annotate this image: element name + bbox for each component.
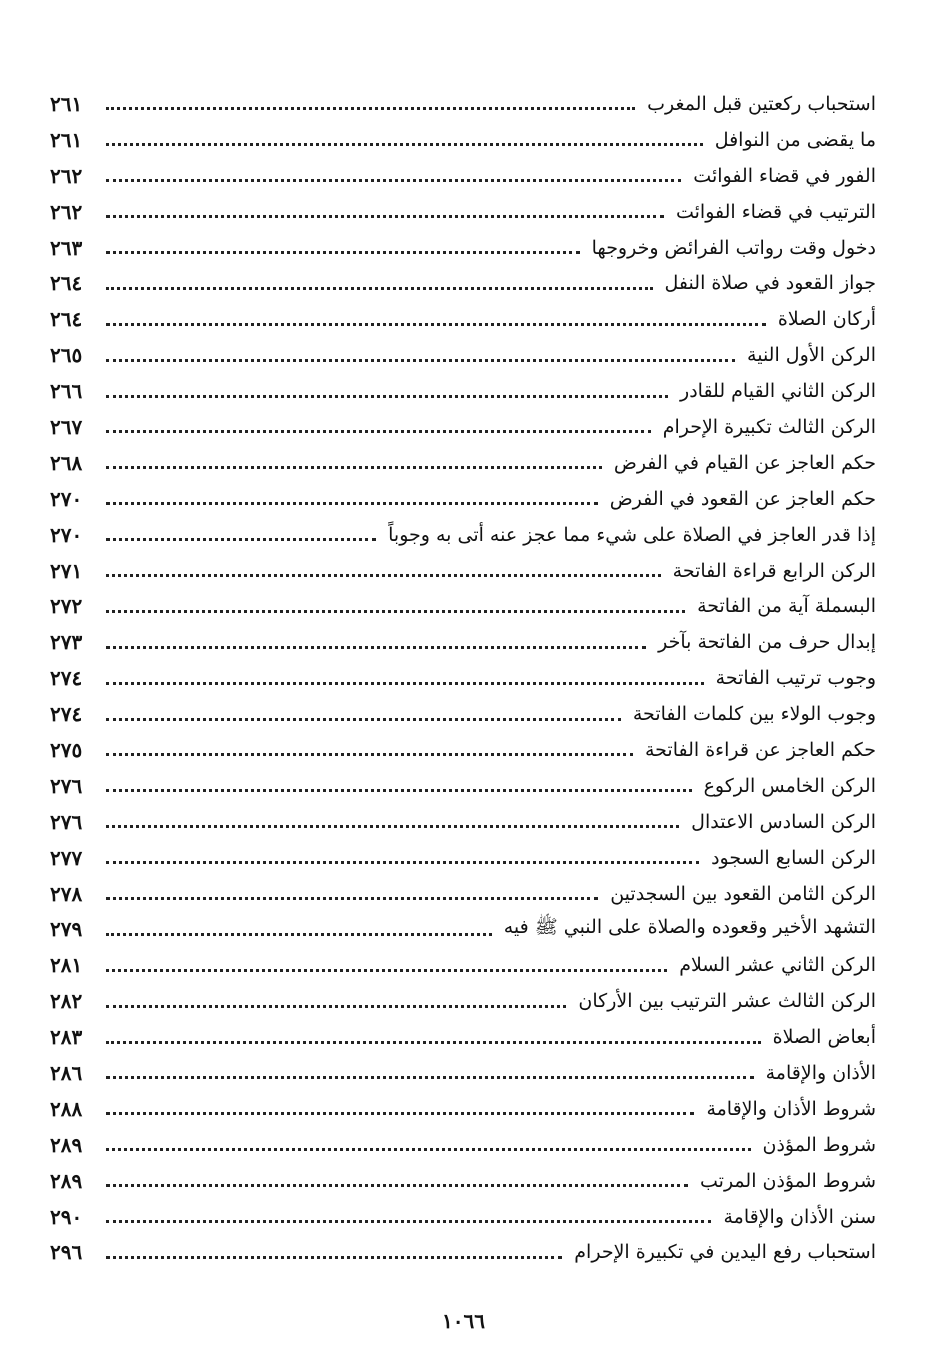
- dot-leader: [106, 574, 661, 577]
- toc-entry-title: حكم العاجز عن قراءة الفاتحة: [644, 738, 876, 761]
- dot-leader: [106, 1220, 711, 1223]
- toc-entry-title: إذا قدر العاجز في الصلاة على شيء مما عجز عنه أتى به وجوباً: [388, 523, 876, 546]
- toc-entry: [50, 86, 876, 122]
- dot-leader: [106, 287, 653, 290]
- toc-entry-title: الركن السادس الاعتدال: [691, 810, 876, 833]
- toc-entry-page: ٢٧٦: [50, 809, 83, 834]
- toc-entry-page: ٢٧٤: [50, 666, 83, 691]
- toc-entry-title: أركان الصلاة: [777, 308, 876, 331]
- toc-entry-title: الترتيب في قضاء الفوائت: [675, 200, 876, 223]
- toc-entry: [50, 660, 876, 696]
- dot-leader: [106, 1005, 566, 1008]
- toc-entry-page: ٢٨٩: [50, 1132, 83, 1157]
- toc-entry-title: الفور في قضاء الفوائت: [693, 164, 876, 187]
- toc-entry: [50, 696, 876, 732]
- toc-entry-page: ٢٦٢: [50, 163, 83, 188]
- toc-entry-page: ٢٧٧: [50, 845, 83, 870]
- toc-entry-page: ٢٦٧: [50, 414, 83, 439]
- toc-entry-page: ٢٧٨: [50, 881, 83, 906]
- toc-entry-title: وجوب الولاء بين كلمات الفاتحة: [632, 703, 876, 726]
- toc-entry-title: إبدال حرف من الفاتحة بآخر: [658, 631, 876, 654]
- dot-leader: [106, 861, 699, 864]
- toc-entry: [50, 1199, 876, 1235]
- toc-entry: [50, 230, 876, 266]
- dot-leader: [106, 897, 598, 900]
- toc-entry-title: حكم العاجز عن القعود في الفرض: [609, 487, 876, 510]
- toc-entry: [50, 1235, 876, 1271]
- toc-entry-page: ٢٨١: [50, 953, 83, 978]
- toc-entry-title: سنن الأذان والإقامة: [723, 1205, 876, 1228]
- toc-entry-title: الركن الأول النية: [747, 344, 876, 367]
- toc-entry: [50, 1127, 876, 1163]
- dot-leader: [106, 718, 621, 721]
- toc-entry-title: استحباب رفع اليدين في تكبيرة الإحرام: [574, 1241, 876, 1264]
- toc-entry-page: ٢٧٢: [50, 594, 83, 619]
- dot-leader: [106, 825, 679, 828]
- toc-entry: [50, 876, 876, 912]
- toc-entry-page: ٢٦٦: [50, 379, 83, 404]
- dot-leader: [106, 251, 580, 254]
- dot-leader: [106, 1148, 751, 1151]
- toc-entry-page: ٢٩٠: [50, 1204, 83, 1229]
- toc-entry-title: شروط الأذان والإقامة: [706, 1097, 876, 1120]
- toc-entry: [50, 1091, 876, 1127]
- toc-entry-page: ٢٧١: [50, 558, 83, 583]
- toc-entry: [50, 373, 876, 409]
- toc-entry-title: الركن السابع السجود: [711, 846, 876, 869]
- toc-entry: [50, 481, 876, 517]
- dot-leader: [106, 502, 598, 505]
- toc-entry: [50, 445, 876, 481]
- toc-entry-title: وجوب ترتيب الفاتحة: [715, 667, 876, 690]
- dot-leader: [106, 933, 492, 936]
- toc-entry: [50, 122, 876, 158]
- dot-leader: [106, 1112, 694, 1115]
- toc-entry: [50, 768, 876, 804]
- toc-entry-page: ٢٨٩: [50, 1168, 83, 1193]
- toc-entry-title: استحباب ركعتين قبل المغرب: [647, 92, 876, 115]
- dot-leader: [106, 466, 602, 469]
- toc-entry-title: الركن الثالث عشر الترتيب بين الأركان: [578, 990, 876, 1013]
- toc-entry-title: الركن الثامن القعود بين السجدتين: [610, 882, 876, 905]
- dot-leader: [106, 1076, 754, 1079]
- toc-entry-page: ٢٨٢: [50, 989, 83, 1014]
- toc-entry-title: أبعاض الصلاة: [772, 1026, 876, 1049]
- toc-entry-title: الركن الرابع قراءة الفاتحة: [672, 559, 876, 582]
- dot-leader: [106, 682, 704, 685]
- dot-leader: [106, 143, 703, 146]
- toc-entry-title: حكم العاجز عن القيام في الفرض: [613, 451, 876, 474]
- toc-entry: [50, 732, 876, 768]
- toc-entry-page: ٢٦١: [50, 91, 83, 116]
- toc-entry-title: الأذان والإقامة: [765, 1061, 876, 1084]
- toc-entry-title: شروط المؤذن: [762, 1133, 876, 1156]
- toc-entry: [50, 265, 876, 301]
- dot-leader: [106, 359, 735, 362]
- toc-entry-title: جواز القعود في صلاة النفل: [664, 272, 876, 295]
- toc-entry-page: ٢٧٦: [50, 773, 83, 798]
- toc-entry-title: شروط المؤذن المرتب: [700, 1169, 876, 1192]
- toc-entry-title: الركن الخامس الركوع: [703, 774, 876, 797]
- dot-leader: [106, 323, 766, 326]
- dot-leader: [106, 1184, 688, 1187]
- toc-entry-title: التشهد الأخير وقعوده والصلاة على النبي ﷺ فيه: [503, 916, 876, 939]
- dot-leader: [106, 1256, 562, 1259]
- toc-entry: [50, 588, 876, 624]
- toc-entry-title: البسملة آية من الفاتحة: [697, 595, 876, 618]
- toc-entry-page: ٢٨٨: [50, 1096, 83, 1121]
- toc-entry: [50, 840, 876, 876]
- toc-entry: [50, 1019, 876, 1055]
- toc-entry: [50, 409, 876, 445]
- toc-entry: [50, 1055, 876, 1091]
- toc-entry-title: الركن الثاني القيام للقادر: [680, 380, 876, 403]
- toc-entry-page: ٢٧٠: [50, 522, 83, 547]
- toc-entry: [50, 947, 876, 983]
- toc-entry-page: ٢٦٣: [50, 235, 83, 260]
- dot-leader: [106, 753, 633, 756]
- dot-leader: [106, 538, 376, 541]
- toc-entry-page: ٢٧٠: [50, 486, 83, 511]
- dot-leader: [106, 610, 685, 613]
- dot-leader: [106, 395, 668, 398]
- toc-entry: [50, 804, 876, 840]
- toc-entry-title: الركن الثاني عشر السلام: [679, 954, 876, 977]
- toc-entry: [50, 553, 876, 589]
- toc-entry-page: ٢٦٤: [50, 271, 83, 296]
- toc-entry-title: ما يقضى من النوافل: [714, 128, 876, 151]
- dot-leader: [106, 1041, 761, 1044]
- toc-entry: [50, 911, 876, 947]
- toc-entry: [50, 301, 876, 337]
- page-number: ١٠٦٦: [442, 1309, 485, 1333]
- dot-leader: [106, 646, 646, 649]
- dot-leader: [106, 430, 651, 433]
- toc-entry-title: الركن الثالث تكبيرة الإحرام: [662, 415, 876, 438]
- toc-entry-page: ٢٧٣: [50, 630, 83, 655]
- toc-entry: [50, 194, 876, 230]
- dot-leader: [106, 107, 635, 110]
- toc-entry-page: ٢٦٤: [50, 307, 83, 332]
- toc-entry-page: ٢٦٨: [50, 450, 83, 475]
- dot-leader: [106, 789, 692, 792]
- toc-entry-page: ٢٩٦: [50, 1240, 83, 1265]
- table-of-contents: [50, 86, 876, 1270]
- toc-entry: [50, 983, 876, 1019]
- toc-entry-page: ٢٨٣: [50, 1025, 83, 1050]
- toc-entry-page: ٢٧٤: [50, 702, 83, 727]
- toc-entry-page: ٢٦١: [50, 127, 83, 152]
- dot-leader: [106, 179, 681, 182]
- dot-leader: [106, 969, 667, 972]
- toc-entry: [50, 1163, 876, 1199]
- toc-entry-page: ٢٦٥: [50, 343, 83, 368]
- toc-entry: [50, 337, 876, 373]
- toc-entry: [50, 517, 876, 553]
- toc-entry: [50, 158, 876, 194]
- toc-entry: [50, 624, 876, 660]
- toc-entry-page: ٢٧٩: [50, 917, 83, 942]
- toc-entry-title: دخول وقت رواتب الفرائض وخروجها: [591, 236, 876, 259]
- toc-entry-page: ٢٧٥: [50, 737, 83, 762]
- toc-entry-page: ٢٦٢: [50, 199, 83, 224]
- dot-leader: [106, 215, 664, 218]
- toc-entry-page: ٢٨٦: [50, 1060, 83, 1085]
